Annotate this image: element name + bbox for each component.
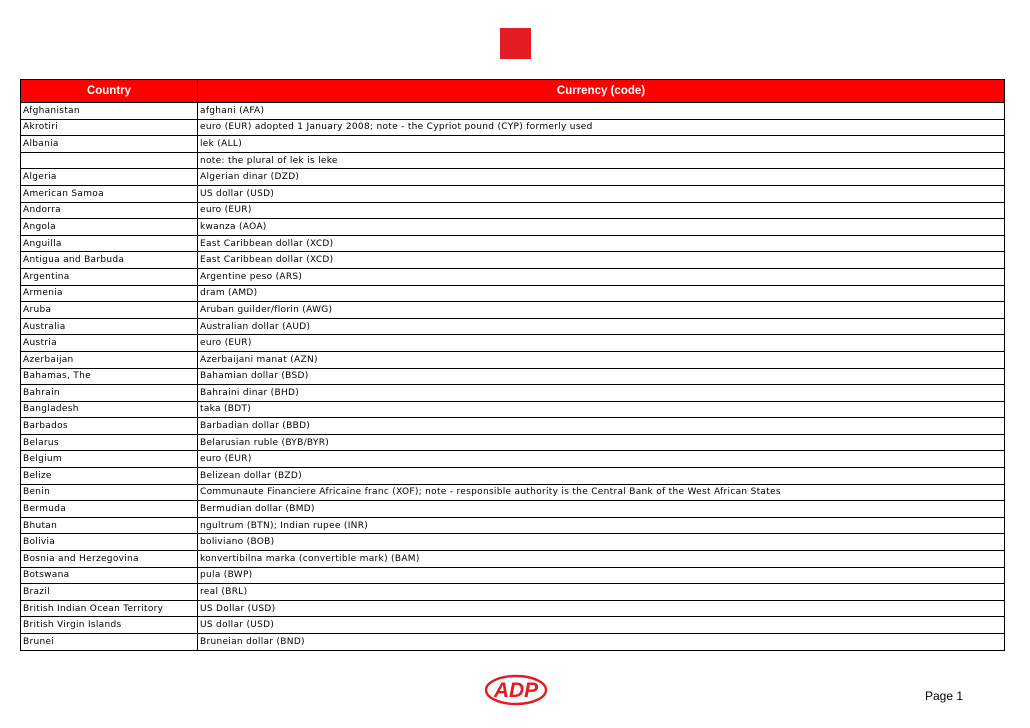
country-cell: Bermuda: [21, 501, 198, 518]
country-cell: Bangladesh: [21, 401, 198, 418]
country-cell: Botswana: [21, 567, 198, 584]
table-row: [21, 567, 1005, 584]
table-row: [21, 302, 1005, 319]
table-row: [21, 634, 1005, 651]
country-cell: Belize: [21, 468, 198, 485]
currency-cell: Belarusian ruble (BYB/BYR): [198, 434, 1005, 451]
country-column-header: Country: [21, 80, 198, 103]
table-row: [21, 185, 1005, 202]
country-cell: Algeria: [21, 169, 198, 186]
currency-cell: Bruneian dollar (BND): [198, 634, 1005, 651]
table-row: [21, 401, 1005, 418]
currency-cell: Belizean dollar (BZD): [198, 468, 1005, 485]
currency-cell: taka (BDT): [198, 401, 1005, 418]
currency-cell: Australian dollar (AUD): [198, 318, 1005, 335]
table-row: [21, 468, 1005, 485]
currency-cell: Bahamian dollar (BSD): [198, 368, 1005, 385]
currency-cell: boliviano (BOB): [198, 534, 1005, 551]
table-header-row: [21, 80, 1005, 103]
country-cell: Akrotiri: [21, 119, 198, 136]
currency-cell: afghani (AFA): [198, 103, 1005, 120]
adp-logo-text: ADP: [493, 679, 539, 702]
currency-cell: Aruban guilder/florin (AWG): [198, 302, 1005, 319]
country-cell: Anguilla: [21, 235, 198, 252]
currency-table: [20, 79, 1005, 651]
page-number: Page 1: [925, 689, 964, 703]
country-cell: Armenia: [21, 285, 198, 302]
currency-cell: note: the plural of lek is leke: [198, 152, 1005, 169]
country-cell: Australia: [21, 318, 198, 335]
country-cell: American Samoa: [21, 185, 198, 202]
country-cell: Austria: [21, 335, 198, 352]
currency-cell: Bermudian dollar (BMD): [198, 501, 1005, 518]
currency-cell: Communaute Financiere Africaine franc (XOF); note - responsible authority is the Central Bank of the West African States: [198, 484, 1005, 501]
currency-cell: US Dollar (USD): [198, 600, 1005, 617]
country-cell: Antigua and Barbuda: [21, 252, 198, 269]
table-row: [21, 501, 1005, 518]
currency-cell: real (BRL): [198, 584, 1005, 601]
country-cell: Bosnia and Herzegovina: [21, 551, 198, 568]
table-row: [21, 484, 1005, 501]
country-cell: Belarus: [21, 434, 198, 451]
table-row: [21, 584, 1005, 601]
country-cell: Andorra: [21, 202, 198, 219]
table-row: [21, 285, 1005, 302]
table-row: [21, 252, 1005, 269]
table-row: [21, 202, 1005, 219]
table-row: [21, 268, 1005, 285]
currency-cell: euro (EUR): [198, 335, 1005, 352]
table-body: [21, 103, 1005, 651]
country-cell: Albania: [21, 136, 198, 153]
currency-cell: Argentine peso (ARS): [198, 268, 1005, 285]
table-row: [21, 434, 1005, 451]
table-row: [21, 617, 1005, 634]
table-row: [21, 451, 1005, 468]
country-cell: [21, 152, 198, 169]
currency-table-container: [20, 79, 1004, 651]
table-row: [21, 385, 1005, 402]
currency-cell: Bahraini dinar (BHD): [198, 385, 1005, 402]
table-row: [21, 418, 1005, 435]
currency-cell: Algerian dinar (DZD): [198, 169, 1005, 186]
table-row: [21, 517, 1005, 534]
table-row: [21, 169, 1005, 186]
country-cell: Belgium: [21, 451, 198, 468]
currency-cell: East Caribbean dollar (XCD): [198, 235, 1005, 252]
currency-cell: konvertibilna marka (convertible mark) (BAM): [198, 551, 1005, 568]
table-row: [21, 103, 1005, 120]
table-row: [21, 119, 1005, 136]
table-row: [21, 351, 1005, 368]
country-cell: Angola: [21, 219, 198, 236]
table-row: [21, 335, 1005, 352]
country-cell: British Indian Ocean Territory: [21, 600, 198, 617]
table-row: [21, 318, 1005, 335]
country-cell: British Virgin Islands: [21, 617, 198, 634]
table-row: [21, 136, 1005, 153]
currency-cell: US dollar (USD): [198, 617, 1005, 634]
currency-cell: US dollar (USD): [198, 185, 1005, 202]
currency-cell: Azerbaijani manat (AZN): [198, 351, 1005, 368]
country-cell: Argentina: [21, 268, 198, 285]
currency-cell: pula (BWP): [198, 567, 1005, 584]
country-cell: Bahrain: [21, 385, 198, 402]
country-cell: Aruba: [21, 302, 198, 319]
currency-cell: euro (EUR): [198, 451, 1005, 468]
currency-cell: lek (ALL): [198, 136, 1005, 153]
table-row: [21, 152, 1005, 169]
country-cell: Bahamas, The: [21, 368, 198, 385]
currency-cell: kwanza (AOA): [198, 219, 1005, 236]
currency-cell: euro (EUR): [198, 202, 1005, 219]
country-cell: Bhutan: [21, 517, 198, 534]
country-cell: Brazil: [21, 584, 198, 601]
country-cell: Bolivia: [21, 534, 198, 551]
currency-cell: ngultrum (BTN); Indian rupee (INR): [198, 517, 1005, 534]
country-cell: Brunei: [21, 634, 198, 651]
red-square-mark: [500, 28, 531, 59]
country-cell: Barbados: [21, 418, 198, 435]
table-row: [21, 600, 1005, 617]
table-row: [21, 235, 1005, 252]
table-row: [21, 368, 1005, 385]
table-row: [21, 551, 1005, 568]
country-cell: Azerbaijan: [21, 351, 198, 368]
table-row: [21, 534, 1005, 551]
currency-column-header: Currency (code): [198, 80, 1005, 103]
currency-cell: Barbadian dollar (BBD): [198, 418, 1005, 435]
currency-cell: dram (AMD): [198, 285, 1005, 302]
table-row: [21, 219, 1005, 236]
currency-cell: East Caribbean dollar (XCD): [198, 252, 1005, 269]
adp-logo: [484, 674, 548, 706]
currency-cell: euro (EUR) adopted 1 January 2008; note - the Cypriot pound (CYP) formerly used: [198, 119, 1005, 136]
country-cell: Afghanistan: [21, 103, 198, 120]
country-cell: Benin: [21, 484, 198, 501]
